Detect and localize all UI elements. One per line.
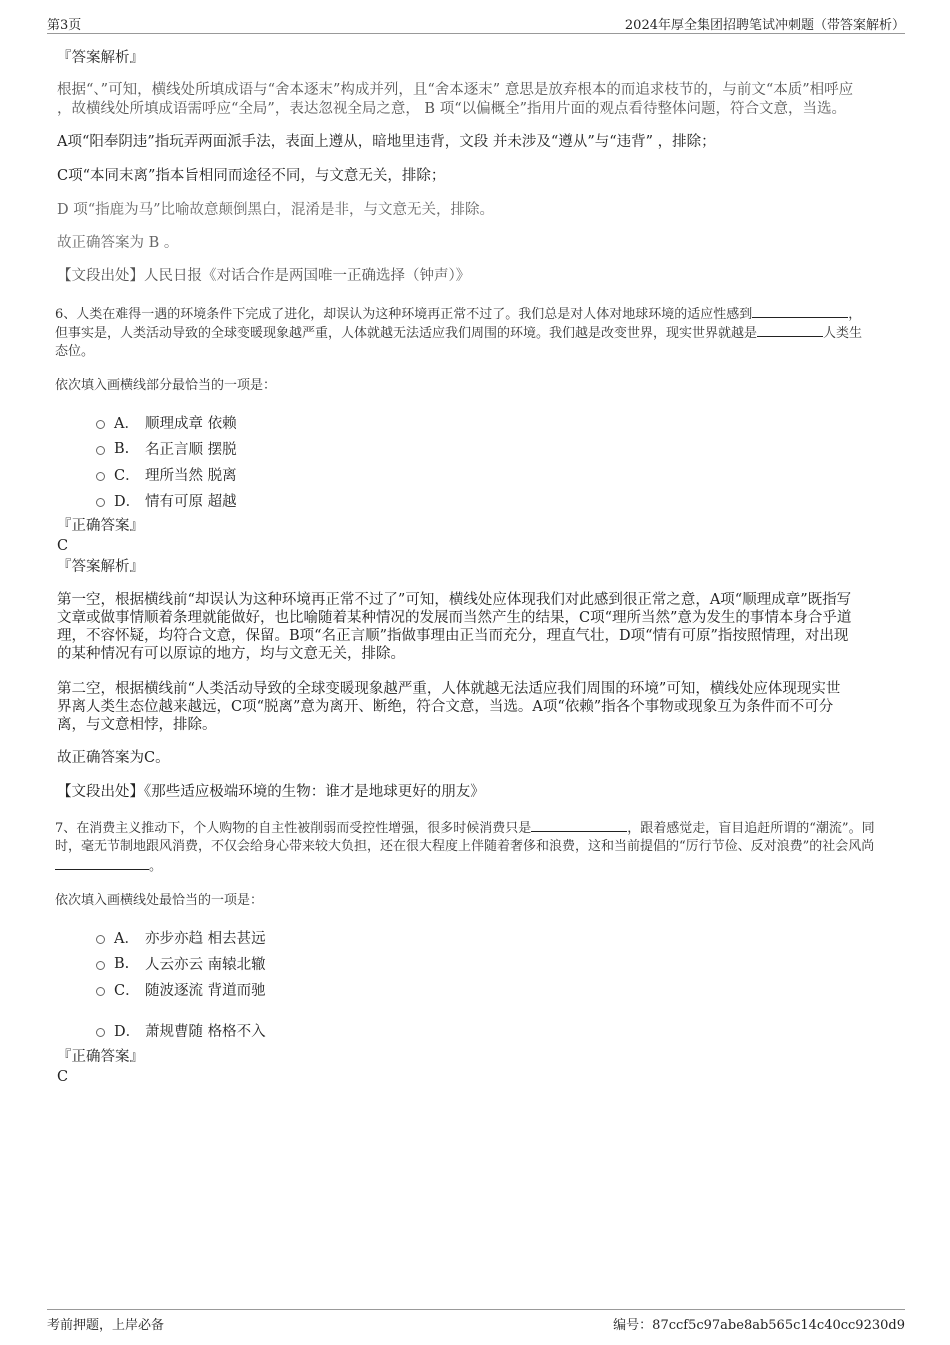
q5-analysis-option-a: A项“阳奉阴违”指玩弄两面派手法，表面上遵从，暗地里违背，文段 并未涉及“遵从”与“违背” ，排除；	[57, 134, 716, 150]
q7-option-c-text: 随波逐流 背道而驰	[145, 983, 266, 999]
q6-option-a[interactable]	[96, 412, 237, 433]
radio-icon[interactable]	[96, 446, 105, 455]
q6-analysis-title: 『答案解析』	[57, 559, 144, 575]
q5-analysis-option-c: C项“本同末离”指本旨相同而途径不同，与文意无关，排除；	[57, 168, 446, 184]
q6-stem-line-2	[55, 324, 900, 343]
q6-option-b-text: 名正言顺 摆脱	[145, 442, 237, 458]
q6-analysis-1-line-4: 的某种情况有可以原谅的地方，均与文意无关，排除。	[57, 646, 405, 662]
q6-prompt: 依次填入画横线部分最恰当的一项是：	[55, 378, 277, 393]
q5-analysis-option-d: D 项“指鹿为马”比喻故意颠倒黑白，混淆是非，与文意无关，排除。	[57, 202, 495, 218]
q6-option-a-letter: A．	[114, 416, 139, 432]
radio-icon[interactable]	[96, 498, 105, 507]
q5-analysis-line-2: ，故横线处所填成语需呼应“全局”，表达忽视全局之意， B 项“以偏概全”指用片面的观点看待整体问题，符合文意，当选。	[57, 101, 847, 117]
q7-option-c[interactable]	[96, 979, 266, 1000]
q5-analysis-title: 『答案解析』	[57, 50, 144, 66]
q6-option-c-letter: C．	[114, 468, 140, 484]
document-code: 编号：87ccf5c97abe8ab565c14c40cc9230d9	[613, 1318, 905, 1333]
q7-prompt: 依次填入画横线处最恰当的一项是：	[55, 893, 264, 908]
q7-stem-line-3	[55, 857, 900, 876]
q7-option-d[interactable]	[96, 1020, 266, 1041]
q6-option-d-letter: D．	[114, 494, 141, 510]
radio-icon[interactable]	[96, 961, 105, 970]
q7-option-a[interactable]	[96, 927, 266, 948]
q7-answer: C	[57, 1069, 69, 1085]
page-number: 第3页	[47, 18, 82, 33]
q7-option-a-text: 亦步亦趋 相去甚远	[145, 931, 266, 947]
q7-option-b-letter: B.	[114, 955, 130, 972]
q7-stem-line-1	[55, 819, 900, 838]
q7-option-d-text: 萧规曹随 格格不入	[145, 1024, 266, 1040]
q6-option-c-text: 理所当然 脱离	[145, 468, 237, 484]
q6-analysis-1-line-1: 第一空，根据横线前“却误认为这种环境再正常不过了”可知，横线处应体现我们对此感到很正常之意，A项“顺理成章”既指写	[57, 592, 852, 608]
q7-stem-text-1b: ，跟着感觉走，盲目追赶所谓的“潮流”。同	[627, 821, 875, 836]
q6-stem-text-1a: 6、人类在难得一遇的环境条件下完成了进化，却误认为这种环境再正常不过了。我们总是对人体对地球环境的适应性感到	[55, 307, 753, 322]
q6-stem-text-2b: 人类生	[823, 326, 863, 341]
q5-conclusion: 故正确答案为 B 。	[57, 235, 179, 251]
q6-analysis-1-line-3: 理，不容怀疑，均符合文意，保留。B项“名正言顺”指做事理由正当而充分，理直气壮，D项“情有可原”指按照情理，对出现	[57, 628, 849, 644]
q6-answer: C	[57, 538, 69, 554]
footer-slogan: 考前押题，上岸必备	[47, 1318, 165, 1333]
radio-icon[interactable]	[96, 472, 105, 481]
q6-conclusion: 故正确答案为C。	[57, 750, 170, 766]
radio-icon[interactable]	[96, 935, 105, 944]
q7-stem-text-3b: 。	[149, 859, 163, 874]
q6-source: 【文段出处】《那些适应极端环境的生物：谁才是地球更好的朋友》	[57, 784, 485, 800]
q7-option-a-letter: A．	[114, 931, 139, 947]
q6-analysis-2-line-2: 界离人类生态位越来越远，C项“脱离”意为离开、断绝，符合文意，当选。A项“依赖”指各个事物或现象互为条件而不可分	[57, 699, 834, 715]
q6-analysis-1-line-2: 文章或做事情顺着条理就能做好，也比喻随着某种情况的发展而当然产生的结果，C项“理所当然”意为发生的事情本身合乎道	[57, 610, 852, 626]
header-divider	[47, 33, 905, 34]
q7-blank-2	[55, 857, 149, 870]
q7-option-b[interactable]	[96, 953, 266, 974]
q6-analysis-2-line-3: 离，与文意相悖，排除。	[57, 717, 217, 733]
radio-icon[interactable]	[96, 420, 105, 429]
q5-source: 【文段出处】人民日报《对话合作是两国唯一正确选择（钟声）》	[57, 268, 471, 284]
q7-stem-text-1a: 7、在消费主义推动下，个人购物的自主性被削弱而受控性增强，很多时候消费只是	[55, 821, 532, 836]
q6-blank-2	[757, 324, 823, 337]
q6-stem-line-1	[55, 305, 900, 324]
footer-divider	[47, 1309, 905, 1310]
q7-option-d-letter: D．	[114, 1024, 141, 1040]
q6-option-d-text: 情有可原 超越	[145, 494, 237, 510]
q6-stem-text-1b: ，	[848, 307, 862, 322]
q7-option-c-letter: C．	[114, 983, 140, 999]
q7-stem-line-2: 时，毫无节制地跟风消费，不仅会给身心带来较大负担，还在很大程度上伴随着奢侈和浪费，这和当前提倡的“厉行节俭、反对浪费”的社会风尚	[55, 839, 875, 854]
q6-option-b[interactable]	[96, 438, 237, 459]
q6-option-b-letter: B.	[114, 440, 130, 457]
radio-icon[interactable]	[96, 1028, 105, 1037]
q7-blank-1	[531, 819, 627, 832]
q6-analysis-2-line-1: 第二空，根据横线前“人类活动导致的全球变暖现象越严重，人体就越无法适应我们周围的环境”可知，横线处应体现现实世	[57, 681, 841, 697]
q7-option-b-text: 人云亦云 南辕北辙	[145, 957, 266, 973]
q6-stem-text-2a: 但事实是，人类活动导致的全球变暖现象越严重，人体就越无法适应我们周围的环境。我们越是改变世界，现实世界就越是	[55, 326, 758, 341]
q6-answer-title: 『正确答案』	[57, 518, 144, 534]
q7-answer-title: 『正确答案』	[57, 1049, 144, 1065]
q6-stem-line-3: 态位。	[55, 344, 95, 359]
radio-icon[interactable]	[96, 987, 105, 996]
q6-blank-1	[752, 305, 848, 318]
q6-option-a-text: 顺理成章 依赖	[145, 416, 237, 432]
q6-option-c[interactable]	[96, 464, 237, 485]
document-title: 2024年厚全集团招聘笔试冲刺题（带答案解析）	[624, 18, 905, 33]
q6-option-d[interactable]	[96, 490, 237, 511]
q5-analysis-line-1: 根据“、”可知，横线处所填成语与“舍本逐末”构成并列，且“舍本逐末” 意思是放弃根本的而追求枝节的，与前文“本质”相呼应	[57, 82, 854, 98]
